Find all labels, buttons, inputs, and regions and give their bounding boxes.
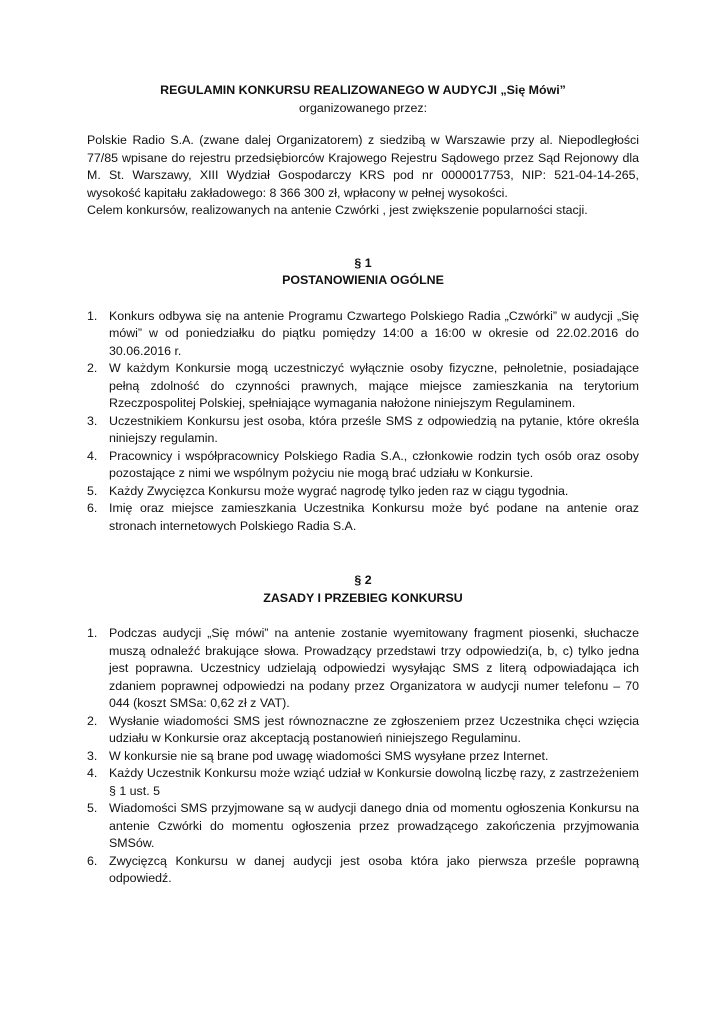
item-number: 3. <box>87 748 98 763</box>
item-text: Wysłanie wiadomości SMS jest równoznaczne ze zgłoszeniem przez Uczestnika chęci wzięcia udziału w Konkursie oraz akceptacją postanowień niniejszego Regulaminu. <box>109 713 639 745</box>
document-page <box>87 82 639 888</box>
item-number: 4. <box>87 766 98 780</box>
item-number: 2. <box>87 361 98 375</box>
section-number: § 2 <box>354 573 372 587</box>
section-2-list <box>87 625 639 888</box>
item-text: Uczestnikiem Konkursu jest osoba, która prześle SMS z odpowiedzią na pytanie, które określa niniejszy regulamin. <box>109 413 639 445</box>
list-item <box>87 360 639 413</box>
item-number: 6. <box>87 853 98 868</box>
document-subtitle: organizowanego przez: <box>298 100 428 115</box>
list-item <box>87 500 639 535</box>
item-text: Wiadomości SMS przyjmowane są w audycji danego dnia od momentu ogłoszenia Konkursu na antenie Czwórki do momentu ogłoszenia przez prowadzącego zakończenia przyjmowania SMSów. <box>109 801 639 850</box>
list-item <box>87 853 639 888</box>
section-1-list <box>87 308 639 536</box>
section-number: § 1 <box>354 255 372 270</box>
list-item <box>87 308 639 361</box>
item-text: Imię oraz miejsce zamieszkania Uczestnika Konkursu może być podane na antenie oraz stronach internetowych Polskiego Radia S.A. <box>109 501 639 533</box>
list-item <box>87 800 639 853</box>
item-text: Zwycięzcą Konkursu w danej audycji jest osoba która jako pierwsza prześle poprawną odpowiedź. <box>109 853 639 885</box>
list-item <box>87 448 639 483</box>
item-text: W konkursie nie są brane pod uwagę wiadomości SMS wysyłane przez Internet. <box>109 748 549 763</box>
intro-paragraph: Celem konkursów, realizowanych na antenie Czwórki , jest zwiększenie popularności stacji. <box>87 203 588 217</box>
item-number: 6. <box>87 501 98 515</box>
list-item <box>87 625 639 713</box>
intro-block <box>87 132 639 220</box>
section-2 <box>87 572 639 888</box>
item-text: Każdy Zwycięzca Konkursu może wygrać nagrodę tylko jeden raz w ciągu tygodnia. <box>109 483 569 498</box>
section-heading: POSTANOWIENIA OGÓLNE <box>282 273 444 287</box>
section-1 <box>87 255 639 536</box>
item-text: Pracownicy i współpracownicy Polskiego Radia S.A., członkowie rodzin tych osób oraz osoby pozostające z nimi we wspólnym pożyciu nie mogą brać udziału w Konkursie. <box>109 448 639 480</box>
list-item <box>87 413 639 448</box>
item-number: 3. <box>87 413 98 428</box>
item-number: 1. <box>87 626 98 640</box>
item-number: 2. <box>87 713 98 728</box>
item-number: 5. <box>87 483 98 498</box>
item-number: 1. <box>87 308 98 323</box>
item-text: Podczas audycji „Się mówi” na antenie zostanie wyemitowany fragment piosenki, słuchacze muszą odnaleźć brakujące słowa. Prowadzący przedstawi trzy odpowiedzi(a, b, c) tylko jedna jest poprawna. Uczestnicy udzielają odpowiedzi wysyłając SMS z literą odpowiadająca ich zdaniem poprawnej odpowiedzi na podany przez Organizatora w audycji numer telefonu – 70 044 (koszt SMSa: 0,62 zł z VAT). <box>109 626 639 710</box>
item-number: 4. <box>87 448 98 463</box>
list-item <box>87 748 639 766</box>
list-item <box>87 765 639 800</box>
item-text: Każdy Uczestnik Konkursu może wziąć udział w Konkursie dowolną liczbę razy, z zastrzeżeniem § 1 ust. 5 <box>109 766 639 798</box>
list-item <box>87 713 639 748</box>
intro-paragraph: Polskie Radio S.A. (zwane dalej Organizatorem) z siedzibą w Warszawie przy al. Niepodległości 77/85 wpisane do rejestru przedsiębiorców Krajowego Rejestru Sądowego przez Sąd Rejonowy dla M. St. Warszawy, XIII Wydział Gospodarczy KRS pod nr 0000017753, NIP: 521-04-14-265, wysokość kapitału zakładowego: 8 366 300 zł, wpłacony w pełnej wysokości. <box>87 133 639 200</box>
item-number: 5. <box>87 801 98 815</box>
item-text: W każdym Konkursie mogą uczestniczyć wyłącznie osoby fizyczne, pełnoletnie, posiadające pełną zdolność do czynności prawnych, mające miejsce zamieszkania na terytorium Rzeczpospolitej Polskiej, spełniające wymagania nałożone niniejszym Regulaminem. <box>109 361 639 410</box>
list-item <box>87 483 639 501</box>
document-title: REGULAMIN KONKURSU REALIZOWANEGO W AUDYCJI „Się Mówi” <box>160 83 566 97</box>
section-heading: ZASADY I PRZEBIEG KONKURSU <box>263 590 463 605</box>
item-text: Konkurs odbywa się na antenie Programu Czwartego Polskiego Radia „Czwórki” w audycji „Się mówi” w od poniedziałku do piątku pomiędzy 14:00 a 16:00 w okresie od 22.02.2016 do 30.06.2016 r. <box>109 308 639 358</box>
